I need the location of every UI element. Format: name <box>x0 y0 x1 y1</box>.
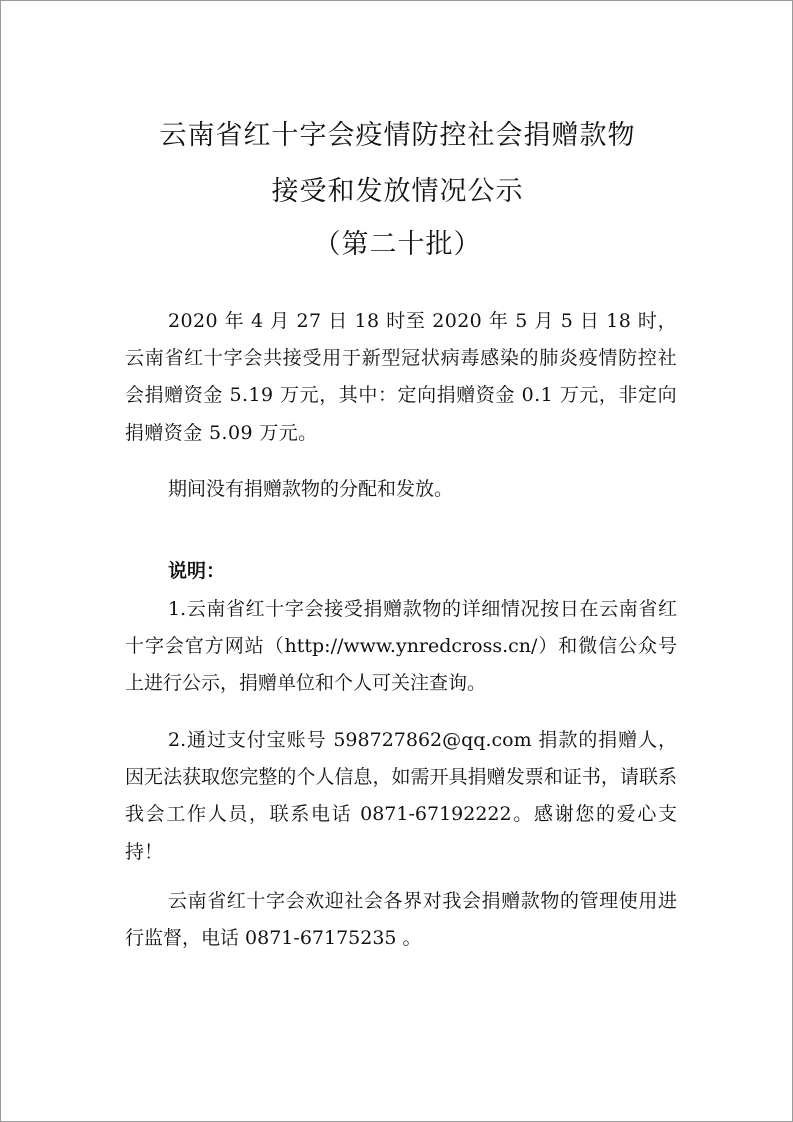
closing-paragraph: 云南省红十字会欢迎社会各界对我会捐赠款物的管理使用进行监督，电话 0871-67175235 。 <box>125 890 677 950</box>
title-line-1: 云南省红十字会疫情防控社会捐赠款物 <box>159 120 636 151</box>
note-1-paragraph: 1.云南省红十字会接受捐赠款物的详细情况按日在云南省红十字会官方网站（http://www.ynredcross.cn/）和微信公众号上进行公示，捐赠单位和个人可关注查询。 <box>125 598 677 695</box>
notes-heading: 说明： <box>168 560 226 582</box>
note-2-paragraph: 2.通过支付宝账号 598727862@qq.com 捐款的捐赠人，因无法获取您完整的个人信息，如需开具捐赠发票和证书，请联系我会工作人员，联系电话 0871-67192222。感谢您的爱心支持！ <box>125 729 677 863</box>
distribution-paragraph: 期间没有捐赠款物的分配和发放。 <box>168 478 454 500</box>
title-batch-number: （第二十批） <box>313 229 482 260</box>
donation-summary-paragraph: 2020 年 4 月 27 日 18 时至 2020 年 5 月 5 日 18 时，云南省红十字会共接受用于新型冠状病毒感染的肺炎疫情防控社会捐赠资金 5.19 万元，其中：定向捐赠资金 0.1 万元，非定向捐赠资金 5.09 万元。 <box>125 310 677 444</box>
title-line-2: 接受和发放情况公示 <box>271 176 524 207</box>
